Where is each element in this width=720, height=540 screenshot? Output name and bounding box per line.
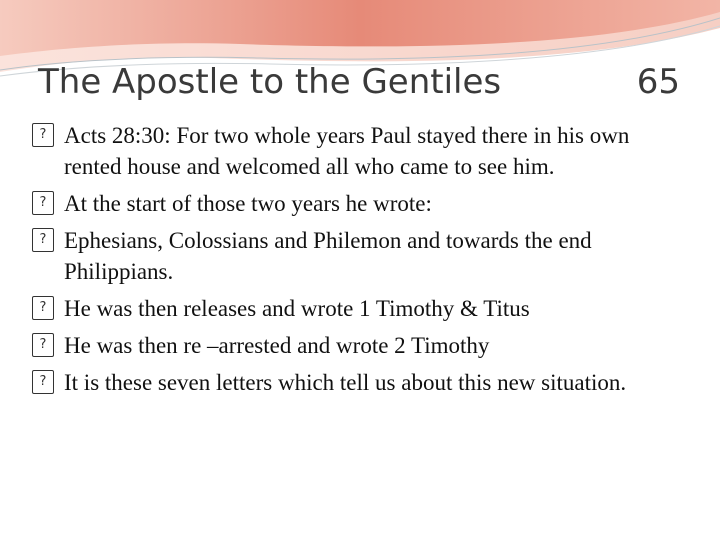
bullet-text: At the start of those two years he wrote: [64,191,432,216]
bullet-text: He was then re –arrested and wrote 2 Timothy [64,333,490,358]
bullet-item [32,188,692,219]
bullet-text: He was then releases and wrote 1 Timothy & Titus [64,296,530,321]
bullet-text: It is these seven letters which tell us about this new situation. [64,370,627,395]
missing-glyph-icon: ? [32,123,54,147]
bullet-item [32,367,692,398]
bullet-list [32,120,692,404]
bullet-item [32,293,692,324]
bullet-item [32,330,692,361]
bullet-text: Acts 28:30: For two whole years Paul stayed there in his own rented house and welcomed all who came to see him. [64,123,630,179]
missing-glyph-icon: ? [32,296,54,320]
missing-glyph-icon: ? [32,228,54,252]
missing-glyph-icon: ? [32,370,54,394]
bullet-text: Ephesians, Colossians and Philemon and towards the end Philippians. [64,228,592,284]
bullet-item [32,120,692,182]
page-number: 65 [636,62,680,102]
missing-glyph-icon: ? [32,333,54,357]
bullet-item [32,225,692,287]
slide-title: The Apostle to the Gentiles [38,62,502,102]
missing-glyph-icon: ? [32,191,54,215]
